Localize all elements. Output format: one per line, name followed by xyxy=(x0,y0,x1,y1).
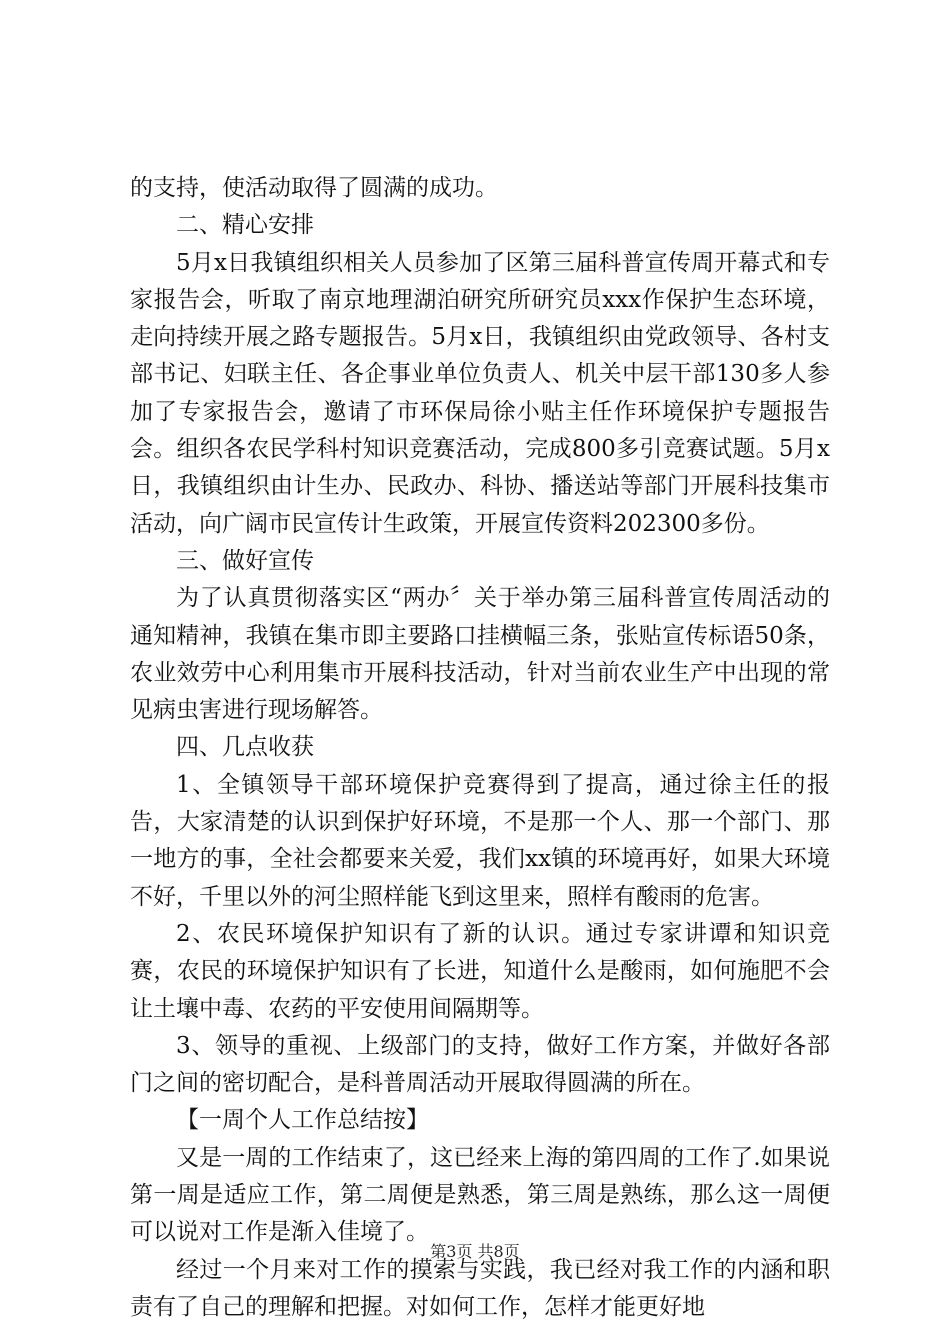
paragraph-continuation: 的支持，使活动取得了圆满的成功。 xyxy=(130,175,498,201)
document-body xyxy=(130,170,830,1326)
page-number-footer: 第3页 共8页 xyxy=(430,1242,520,1261)
section-heading-4: 四、几点收获 xyxy=(176,734,314,761)
paragraph-gain-1: 1、全镇领导干部环境保护竞赛得到了提高，通过徐主任的报告，大家清楚的认识到保护好环境，不是那一个人、那一个部门、那一地方的事，全社会都要来关爱，我们xx镇的环境再好，如果大环境不好，千里以外的河尘照样能飞到这里来，照样有酸雨的危害。 xyxy=(130,771,830,910)
paragraph-publicity: 为了认真贯彻落实区“两办〞关于举办第三届科普宣传周活动的通知精神，我镇在集市即主要路口挂横幅三条，张贴宣传标语50条，农业效劳中心利用集市开展科技活动，针对当前农业生产中出现的常见病虫害进行现场解答。 xyxy=(130,585,830,724)
paragraph-arrangement: 5月x日我镇组织相关人员参加了区第三届科普宣传周开幕式和专家报告会，听取了南京地理湖泊研究所研究员xxx作保护生态环境，走向持续开展之路专题报告。5月x日，我镇组织由党政领导、各村支部书记、妇联主任、各企事业单位负责人、机关中层干部130多人参加了专家报告会，邀请了市环保局徐小贴主任作环境保护专题报告会。组织各农民学科村知识竞赛活动，完成800多引竞赛试题。5月x日，我镇组织由计生办、民政办、科协、播送站等部门开展科技集市活动，向广阔市民宣传计生政策，开展宣传资料202300多份。 xyxy=(130,249,830,537)
section-heading-weekly-summary: 【一周个人工作总结按】 xyxy=(176,1107,429,1134)
section-heading-3: 三、做好宣传 xyxy=(176,547,314,574)
paragraph-gain-3: 3、领导的重视、上级部门的支持，做好工作方案，并做好各部门之间的密切配合，是科普周活动开展取得圆满的所在。 xyxy=(130,1032,830,1097)
section-heading-2: 二、精心安排 xyxy=(176,212,314,239)
paragraph-weekly-1: 又是一周的工作结束了，这已经来上海的第四周的工作了.如果说第一周是适应工作，第二周便是熟悉，第三周是熟练，那么这一周便可以说对工作是渐入佳境了。 xyxy=(130,1144,830,1246)
paragraph-gain-2: 2、农民环境保护知识有了新的认识。通过专家讲谭和知识竞赛，农民的环境保护知识有了长进，知道什么是酸雨，如何施肥不会让土壤中毒、农药的平安使用间隔期等。 xyxy=(130,920,830,1022)
paragraph-weekly-2: 经过一个月来对工作的摸索与实践，我已经对我工作的内涵和职责有了自己的理解和把握。对如何工作，怎样才能更好地 xyxy=(130,1256,830,1320)
